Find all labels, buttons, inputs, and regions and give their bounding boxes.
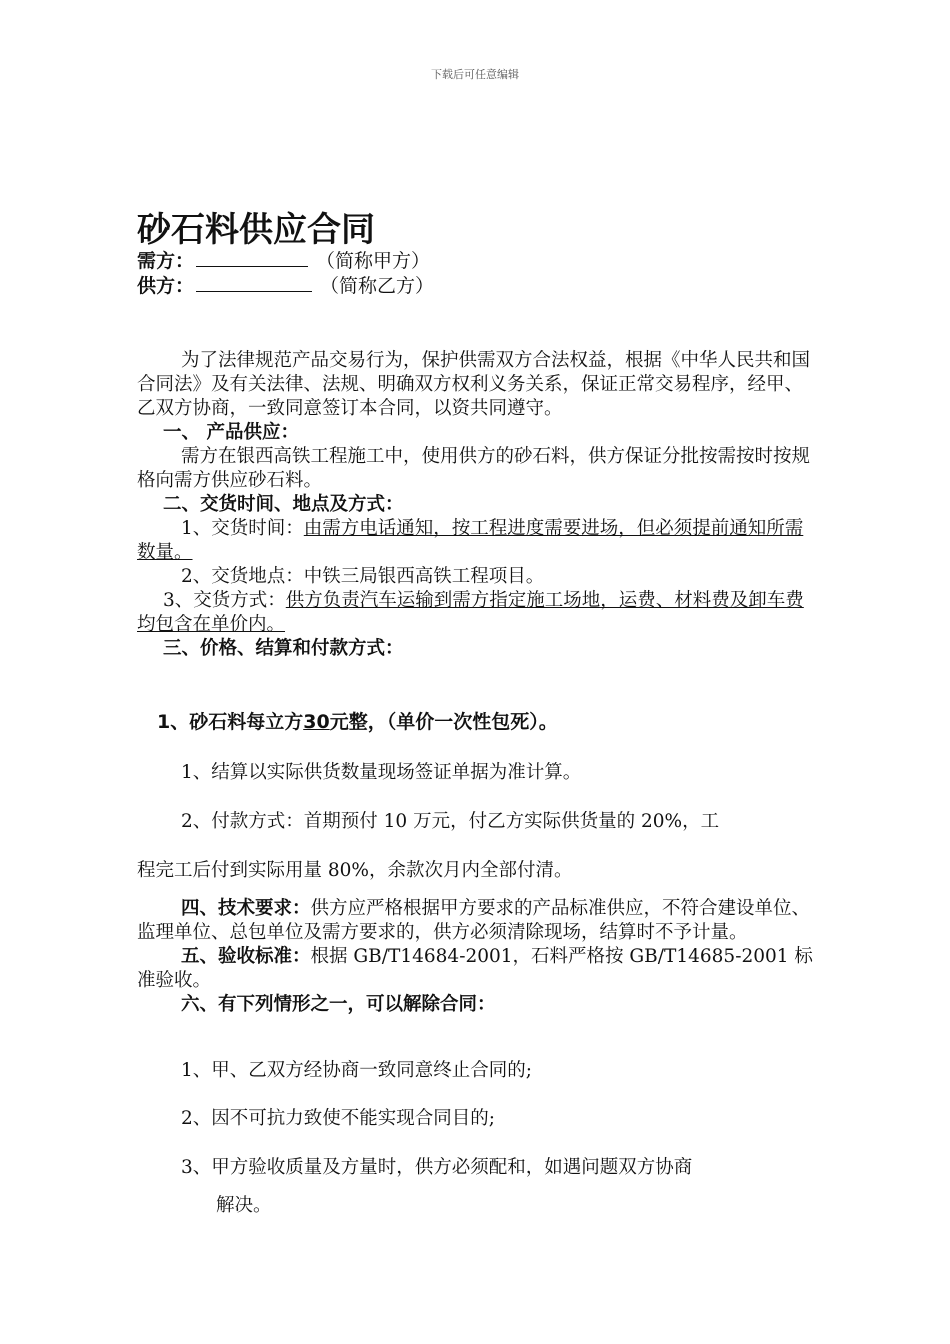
supplier-blank <box>196 273 312 292</box>
s5-paragraph <box>137 945 817 993</box>
s3-item2-line2: 程完工后付到实际用量 80%，余款次月内全部付清。 <box>137 860 573 881</box>
s4-text: 供方应严格根据甲方要求的产品标准供应，不符合建设单位、监理单位、总包单位及需方要求的，供方必须清除现场，结算时不予计量。 <box>137 898 811 943</box>
s6-item3-line1: 3、甲方验收质量及方量时，供方必须配和，如遇问题双方协商 <box>181 1157 693 1178</box>
s2-item3-text: 供方负责汽车运输到需方指定施工场地，运费、材料费及卸车费均包含在单价内。 <box>137 590 804 635</box>
s6-heading: 六、有下列情形之一，可以解除合同： <box>181 994 496 1015</box>
s2-item1-text: 由需方电话通知，按工程进度需要进场，但必须提前通知所需数量。 <box>137 518 804 563</box>
s4-paragraph <box>137 897 817 945</box>
price-value: 30 <box>303 711 330 733</box>
buyer-line <box>137 248 430 274</box>
s3-item1: 1、结算以实际供货数量现场签证单据为准计算。 <box>181 762 582 783</box>
s2-heading: 二、交货时间、地点及方式： <box>163 494 404 515</box>
s6-item1: 1、甲、乙双方经协商一致同意终止合同的; <box>181 1060 533 1081</box>
contract-title: 砂石料供应合同 <box>137 210 375 250</box>
s3-heading: 三、价格、结算和付款方式： <box>163 638 404 659</box>
buyer-blank <box>196 248 308 267</box>
price-pre: 1、砂石料每立方 <box>157 711 304 733</box>
s6-item2: 2、因不可抗力致使不能实现合同目的; <box>181 1108 496 1129</box>
contract-body-2 <box>137 897 817 1017</box>
price-post: 元整，（单价一次性包死）。 <box>329 711 558 733</box>
buyer-suffix: （简称甲方） <box>316 250 431 272</box>
supplier-suffix: （简称乙方） <box>320 275 435 297</box>
s1-heading: 一、 产品供应： <box>163 422 299 443</box>
supplier-line <box>137 273 434 299</box>
supplier-label: 供方： <box>137 275 195 297</box>
s1-text: 需方在银西高铁工程施工中，使用供方的砂石料，供方保证分批按需按时按规格向需方供应砂石料。 <box>137 446 811 491</box>
intro-paragraph: 为了法律规范产品交易行为，保护供需双方合法权益，根据《中华人民共和国合同法》及有关法律、法规、明确双方权利义务关系，保证正常交易程序，经甲、乙双方协商，一致同意签订本合同，以资共同遵守。 <box>137 350 811 419</box>
s2-item1 <box>137 517 817 565</box>
header-note: 下载后可任意编辑 <box>431 68 519 81</box>
s3-price-line <box>157 710 847 734</box>
s5-text: 根据 GB/T14684-2001，石料严格按 GB/T14685-2001 标准验收。 <box>137 946 813 991</box>
s3-item2-line1: 2、付款方式：首期预付 10 万元，付乙方实际供货量的 20%，工 <box>181 811 720 832</box>
s2-item2: 2、交货地点：中铁三局银西高铁工程项目。 <box>181 566 545 587</box>
s6-item3-line2: 解决。 <box>216 1195 272 1216</box>
buyer-label: 需方： <box>137 250 195 272</box>
s2-item1-label: 1、交货时间： <box>181 518 304 539</box>
s2-item3 <box>137 589 817 637</box>
contract-body <box>137 349 817 661</box>
s5-heading: 五、验收标准： <box>181 946 311 967</box>
s4-heading: 四、技术要求： <box>181 898 311 919</box>
s2-item3-label: 3、交货方式： <box>163 590 286 611</box>
